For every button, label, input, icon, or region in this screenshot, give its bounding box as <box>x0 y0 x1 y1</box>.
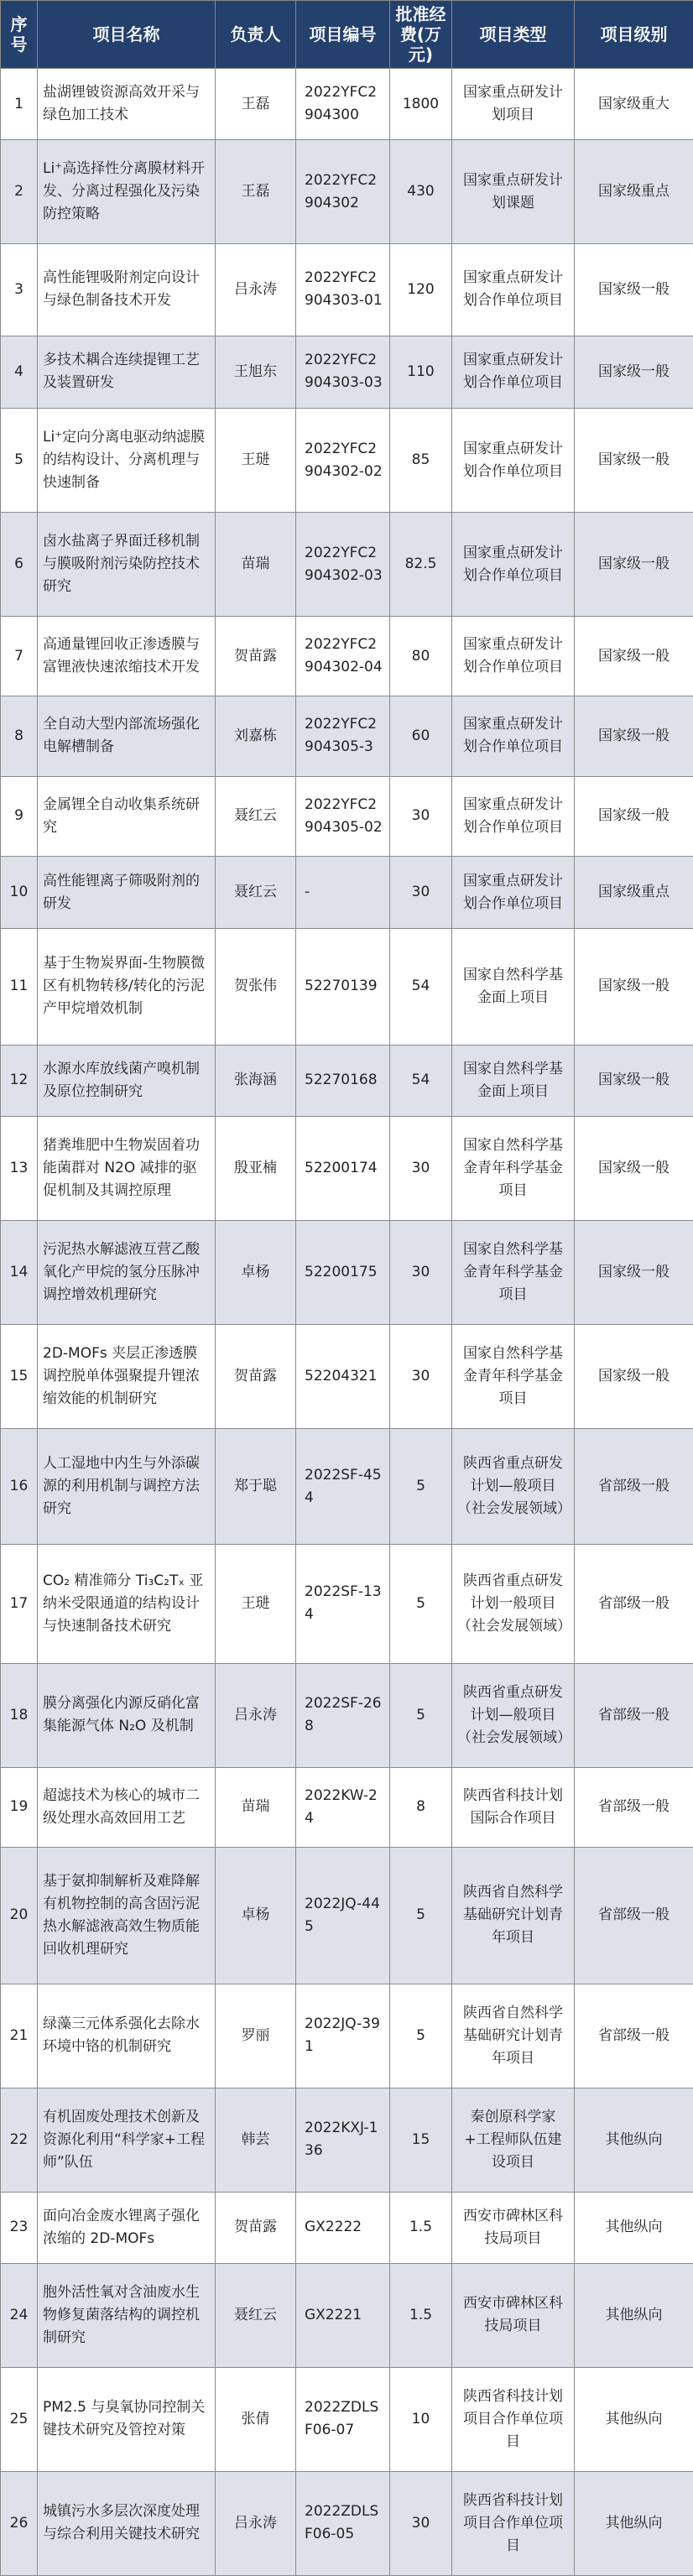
cell-index: 3 <box>1 244 38 336</box>
cell-level: 国家级一般 <box>575 776 693 856</box>
table-row <box>1 244 693 336</box>
cell-level: 省部级一般 <box>575 1663 693 1767</box>
header-code: 项目编号 <box>296 1 390 69</box>
cell-level: 国家级一般 <box>575 696 693 776</box>
cell-code: 2022YFC2904302-04 <box>296 617 390 696</box>
cell-code: 2022SF-454 <box>296 1428 390 1544</box>
cell-funding: 30 <box>390 1116 452 1220</box>
cell-level: 国家级一般 <box>575 1220 693 1324</box>
table-row <box>1 69 693 140</box>
cell-name: 多技术耦合连续提锂工艺及装置研发 <box>38 336 216 409</box>
cell-level: 其他纵向 <box>575 2192 693 2263</box>
cell-name: 水源水库放线菌产嗅机制及原位控制研究 <box>38 1045 216 1116</box>
table-row <box>1 1545 693 1663</box>
cell-leader: 王磊 <box>216 69 296 140</box>
cell-funding: 85 <box>390 409 452 513</box>
cell-level: 省部级一般 <box>575 1767 693 1847</box>
cell-funding: 1.5 <box>390 2192 452 2263</box>
cell-level: 省部级一般 <box>575 1847 693 1984</box>
cell-name: 绿藻三元体系强化去除水环境中铬的机制研究 <box>38 1984 216 2088</box>
table-row <box>1 1116 693 1220</box>
cell-type: 秦创原科学家+工程师队伍建设项目 <box>452 2088 575 2192</box>
cell-index: 12 <box>1 1045 38 1116</box>
cell-level: 国家级一般 <box>575 409 693 513</box>
cell-code: - <box>296 856 390 929</box>
cell-code: 2022YFC2904300 <box>296 69 390 140</box>
cell-type: 国家重点研发计划合作单位项目 <box>452 409 575 513</box>
table-header-row <box>1 1 693 69</box>
cell-leader: 卓杨 <box>216 1220 296 1324</box>
cell-leader: 韩芸 <box>216 2088 296 2192</box>
table-row <box>1 2088 693 2192</box>
cell-level: 国家级一般 <box>575 1116 693 1220</box>
cell-funding: 30 <box>390 2471 452 2575</box>
cell-code: GX2222 <box>296 2192 390 2263</box>
cell-code: 2022SF-268 <box>296 1663 390 1767</box>
cell-type: 国家重点研发计划合作单位项目 <box>452 336 575 409</box>
cell-type: 西安市碑林区科技局项目 <box>452 2192 575 2263</box>
table-row <box>1 1847 693 1984</box>
cell-funding: 120 <box>390 244 452 336</box>
cell-level: 国家级一般 <box>575 244 693 336</box>
cell-index: 22 <box>1 2088 38 2192</box>
header-name: 项目名称 <box>38 1 216 69</box>
table-row <box>1 140 693 244</box>
cell-funding: 5 <box>390 1984 452 2088</box>
cell-type: 陕西省自然科学基础研究计划青年项目 <box>452 1847 575 1984</box>
cell-type: 国家重点研发计划课题 <box>452 140 575 244</box>
cell-funding: 430 <box>390 140 452 244</box>
table-row <box>1 776 693 856</box>
cell-code: 52270139 <box>296 929 390 1045</box>
cell-index: 26 <box>1 2471 38 2575</box>
cell-leader: 刘嘉栋 <box>216 696 296 776</box>
header-leader: 负责人 <box>216 1 296 69</box>
cell-code: 2022KXJ-136 <box>296 2088 390 2192</box>
cell-name: 猪粪堆肥中生物炭固着功能菌群对 N2O 减排的驱促机制及其调控原理 <box>38 1116 216 1220</box>
cell-funding: 15 <box>390 2088 452 2192</box>
cell-leader: 王旭东 <box>216 336 296 409</box>
cell-type: 国家自然科学基金面上项目 <box>452 1045 575 1116</box>
table-row <box>1 856 693 929</box>
cell-level: 国家级一般 <box>575 1324 693 1428</box>
cell-index: 7 <box>1 617 38 696</box>
cell-name: 面向冶金废水锂离子强化浓缩的 2D-MOFs <box>38 2192 216 2263</box>
cell-name: 城镇污水多层次深度处理与综合利用关键技术研究 <box>38 2471 216 2575</box>
cell-code: 52270168 <box>296 1045 390 1116</box>
cell-code: 2022YFC2904302-02 <box>296 409 390 513</box>
header-level: 项目级别 <box>575 1 693 69</box>
cell-index: 19 <box>1 1767 38 1847</box>
cell-type: 国家重点研发计划项目 <box>452 69 575 140</box>
cell-leader: 聂红云 <box>216 856 296 929</box>
cell-code: 52204321 <box>296 1324 390 1428</box>
cell-leader: 吕永涛 <box>216 1663 296 1767</box>
table-row <box>1 1220 693 1324</box>
cell-type: 国家自然科学基金面上项目 <box>452 929 575 1045</box>
cell-funding: 60 <box>390 696 452 776</box>
cell-leader: 王琎 <box>216 1545 296 1663</box>
cell-index: 21 <box>1 1984 38 2088</box>
cell-name: CO₂ 精准筛分 Ti₃C₂Tₓ 亚纳米受限通道的结构设计与快速制备技术研究 <box>38 1545 216 1663</box>
cell-index: 1 <box>1 69 38 140</box>
table-row <box>1 1428 693 1544</box>
cell-name: 膜分离强化内源反硝化富集能源气体 N₂O 及机制 <box>38 1663 216 1767</box>
cell-name: Li⁺高选择性分离膜材料开发、分离过程强化及污染防控策略 <box>38 140 216 244</box>
cell-funding: 10 <box>390 2367 452 2471</box>
cell-index: 14 <box>1 1220 38 1324</box>
cell-level: 其他纵向 <box>575 2263 693 2367</box>
cell-index: 15 <box>1 1324 38 1428</box>
cell-type: 国家自然科学基金青年科学基金项目 <box>452 1220 575 1324</box>
cell-leader: 卓杨 <box>216 1847 296 1984</box>
cell-type: 国家重点研发计划合作单位项目 <box>452 244 575 336</box>
cell-name: 高性能锂吸附剂定向设计与绿色制备技术开发 <box>38 244 216 336</box>
cell-leader: 张倩 <box>216 2367 296 2471</box>
cell-name: 全自动大型内部流场强化电解槽制备 <box>38 696 216 776</box>
cell-code: 2022YFC2904303-03 <box>296 336 390 409</box>
cell-funding: 80 <box>390 617 452 696</box>
cell-index: 5 <box>1 409 38 513</box>
cell-funding: 110 <box>390 336 452 409</box>
table-row <box>1 2367 693 2471</box>
cell-name: 卤水盐离子界面迁移机制与膜吸附剂污染防控技术研究 <box>38 513 216 617</box>
cell-index: 16 <box>1 1428 38 1544</box>
cell-code: 2022ZDLSF06-05 <box>296 2471 390 2575</box>
cell-type: 陕西省科技计划国际合作项目 <box>452 1767 575 1847</box>
table-row <box>1 1663 693 1767</box>
table-row <box>1 409 693 513</box>
cell-leader: 贺苗露 <box>216 617 296 696</box>
cell-index: 2 <box>1 140 38 244</box>
cell-type: 国家重点研发计划合作单位项目 <box>452 696 575 776</box>
cell-name: 超滤技术为核心的城市二级处理水高效回用工艺 <box>38 1767 216 1847</box>
cell-level: 国家级重点 <box>575 856 693 929</box>
cell-index: 13 <box>1 1116 38 1220</box>
cell-index: 24 <box>1 2263 38 2367</box>
table-row <box>1 2263 693 2367</box>
cell-level: 国家级一般 <box>575 513 693 617</box>
cell-type: 国家重点研发计划合作单位项目 <box>452 776 575 856</box>
cell-level: 其他纵向 <box>575 2367 693 2471</box>
header-funding: 批准经费(万元) <box>390 1 452 69</box>
cell-code: 2022SF-134 <box>296 1545 390 1663</box>
cell-index: 4 <box>1 336 38 409</box>
cell-code: 2022YFC2904303-01 <box>296 244 390 336</box>
cell-leader: 吕永涛 <box>216 2471 296 2575</box>
cell-name: 人工湿地中内生与外添碳源的利用机制与调控方法研究 <box>38 1428 216 1544</box>
cell-type: 西安市碑林区科技局项目 <box>452 2263 575 2367</box>
cell-type: 陕西省科技计划项目合作单位项目 <box>452 2367 575 2471</box>
cell-funding: 1.5 <box>390 2263 452 2367</box>
cell-code: GX2221 <box>296 2263 390 2367</box>
cell-leader: 王磊 <box>216 140 296 244</box>
cell-code: 2022KW-24 <box>296 1767 390 1847</box>
header-index: 序号 <box>1 1 38 69</box>
cell-type: 国家自然科学基金青年科学基金项目 <box>452 1324 575 1428</box>
cell-name: 基于生物炭界面-生物膜微区有机物转移/转化的污泥产甲烷增效机制 <box>38 929 216 1045</box>
cell-level: 其他纵向 <box>575 2088 693 2192</box>
cell-level: 国家级一般 <box>575 1045 693 1116</box>
cell-level: 省部级一般 <box>575 1428 693 1544</box>
cell-name: Li⁺定向分离电驱动纳滤膜的结构设计、分离机理与快速制备 <box>38 409 216 513</box>
table-row <box>1 696 693 776</box>
cell-code: 2022JQ-445 <box>296 1847 390 1984</box>
table-row <box>1 2471 693 2575</box>
cell-leader: 贺苗露 <box>216 1324 296 1428</box>
cell-name: 金属锂全自动收集系统研究 <box>38 776 216 856</box>
cell-leader: 郑于聪 <box>216 1428 296 1544</box>
cell-index: 25 <box>1 2367 38 2471</box>
cell-funding: 5 <box>390 1663 452 1767</box>
table-row <box>1 336 693 409</box>
cell-name: 基于氨抑制解析及难降解有机物控制的高含固污泥热水解滤液高效生物质能回收机理研究 <box>38 1847 216 1984</box>
cell-leader: 贺张伟 <box>216 929 296 1045</box>
cell-type: 国家重点研发计划合作单位项目 <box>452 617 575 696</box>
cell-leader: 苗瑞 <box>216 513 296 617</box>
cell-index: 10 <box>1 856 38 929</box>
cell-name: 污泥热水解滤液互营乙酸氧化产甲烷的氢分压脉冲调控增效机理研究 <box>38 1220 216 1324</box>
table-row <box>1 929 693 1045</box>
header-type: 项目类型 <box>452 1 575 69</box>
cell-code: 52200175 <box>296 1220 390 1324</box>
cell-index: 8 <box>1 696 38 776</box>
cell-name: 盐湖锂铍资源高效开采与绿色加工技术 <box>38 69 216 140</box>
cell-type: 国家自然科学基金青年科学基金项目 <box>452 1116 575 1220</box>
cell-code: 2022YFC2904305-02 <box>296 776 390 856</box>
cell-leader: 吕永涛 <box>216 244 296 336</box>
cell-leader: 殷亚楠 <box>216 1116 296 1220</box>
cell-level: 省部级一般 <box>575 1984 693 2088</box>
cell-code: 52200174 <box>296 1116 390 1220</box>
cell-funding: 8 <box>390 1767 452 1847</box>
cell-type: 陕西省自然科学基础研究计划青年项目 <box>452 1984 575 2088</box>
cell-name: 高通量锂回收正渗透膜与富锂液快速浓缩技术开发 <box>38 617 216 696</box>
table-row <box>1 1767 693 1847</box>
cell-leader: 苗瑞 <box>216 1767 296 1847</box>
cell-funding: 5 <box>390 1428 452 1544</box>
cell-level: 省部级一般 <box>575 1545 693 1663</box>
table-row <box>1 1045 693 1116</box>
cell-funding: 5 <box>390 1545 452 1663</box>
cell-type: 国家重点研发计划合作单位项目 <box>452 513 575 617</box>
cell-code: 2022YFC2904302-03 <box>296 513 390 617</box>
cell-index: 11 <box>1 929 38 1045</box>
cell-type: 陕西省重点研发计划—般项目（社会发展领域） <box>452 1428 575 1544</box>
cell-level: 其他纵向 <box>575 2471 693 2575</box>
cell-name: 高性能锂离子筛吸附剂的研发 <box>38 856 216 929</box>
cell-funding: 30 <box>390 856 452 929</box>
cell-funding: 5 <box>390 1847 452 1984</box>
cell-name: 胞外活性氧对含油废水生物修复菌落结构的调控机制研究 <box>38 2263 216 2367</box>
cell-index: 17 <box>1 1545 38 1663</box>
cell-code: 2022JQ-391 <box>296 1984 390 2088</box>
cell-level: 国家级重大 <box>575 69 693 140</box>
cell-index: 18 <box>1 1663 38 1767</box>
table-row <box>1 617 693 696</box>
cell-code: 2022YFC2904302 <box>296 140 390 244</box>
table-row <box>1 2192 693 2263</box>
cell-leader: 王琎 <box>216 409 296 513</box>
cell-leader: 贺苗露 <box>216 2192 296 2263</box>
cell-index: 9 <box>1 776 38 856</box>
cell-level: 国家级一般 <box>575 336 693 409</box>
cell-code: 2022YFC2904305-3 <box>296 696 390 776</box>
cell-level: 国家级重点 <box>575 140 693 244</box>
table-row <box>1 1324 693 1428</box>
cell-funding: 30 <box>390 1220 452 1324</box>
cell-funding: 1800 <box>390 69 452 140</box>
cell-leader: 聂红云 <box>216 776 296 856</box>
cell-code: 2022ZDLSF06-07 <box>296 2367 390 2471</box>
cell-name: PM2.5 与臭氧协同控制关键技术研究及管控对策 <box>38 2367 216 2471</box>
cell-index: 23 <box>1 2192 38 2263</box>
cell-name: 有机固废处理技术创新及资源化利用“科学家+工程师”队伍 <box>38 2088 216 2192</box>
cell-type: 陕西省重点研发计划一般项目（社会发展领域） <box>452 1545 575 1663</box>
cell-level: 国家级一般 <box>575 617 693 696</box>
cell-funding: 30 <box>390 1324 452 1428</box>
cell-funding: 82.5 <box>390 513 452 617</box>
cell-level: 国家级一般 <box>575 929 693 1045</box>
table-row <box>1 513 693 617</box>
cell-name: 2D-MOFs 夹层正渗透膜调控脱单体强聚提升锂浓缩效能的机制研究 <box>38 1324 216 1428</box>
cell-index: 20 <box>1 1847 38 1984</box>
cell-funding: 54 <box>390 1045 452 1116</box>
cell-type: 国家重点研发计划合作单位项目 <box>452 856 575 929</box>
cell-type: 陕西省重点研发计划—般项目（社会发展领域） <box>452 1663 575 1767</box>
cell-leader: 张海涵 <box>216 1045 296 1116</box>
cell-type: 陕西省科技计划项目合作单位项目 <box>452 2471 575 2575</box>
cell-funding: 30 <box>390 776 452 856</box>
cell-leader: 罗丽 <box>216 1984 296 2088</box>
table-row <box>1 1984 693 2088</box>
cell-index: 6 <box>1 513 38 617</box>
cell-leader: 聂红云 <box>216 2263 296 2367</box>
cell-funding: 54 <box>390 929 452 1045</box>
